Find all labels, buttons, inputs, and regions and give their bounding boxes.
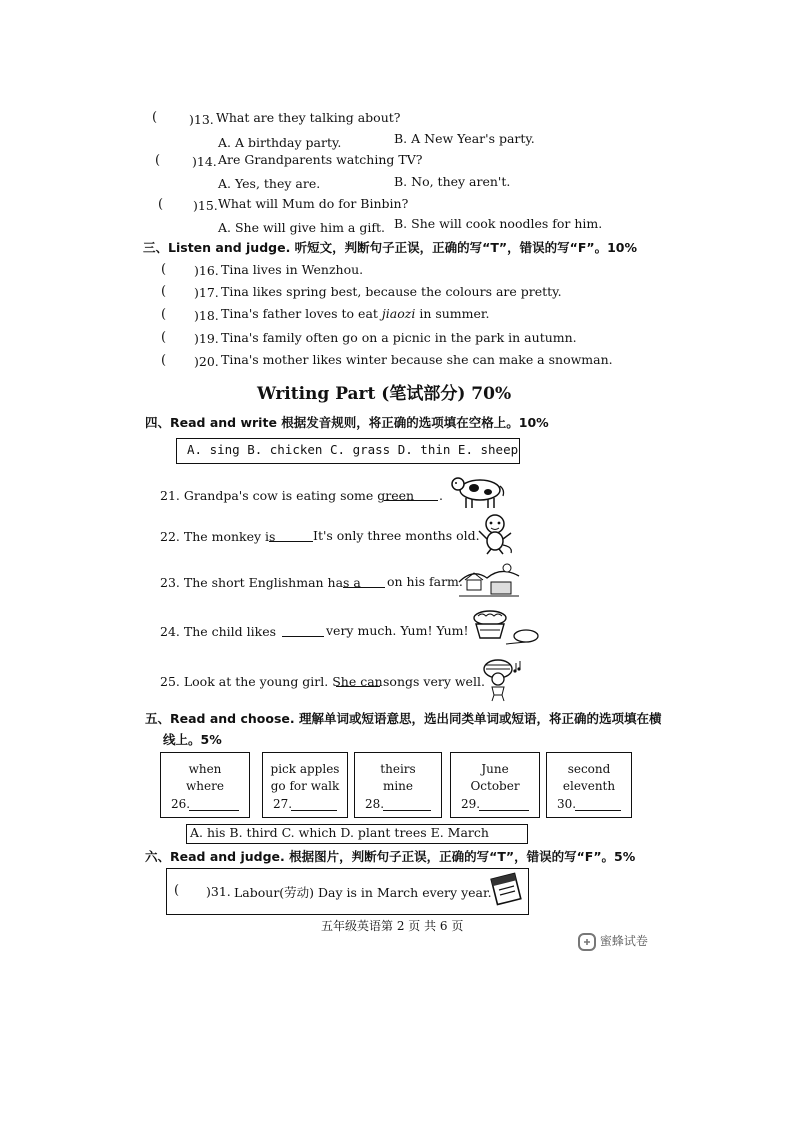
answer-blank[interactable] [575,810,621,811]
item-number: )18. [194,308,219,323]
section5-title-line1: 五、Read and choose. 理解单词或短语意思，选出同类单词或短语，将正确的选项填在横 [145,711,662,726]
option-a: A. A birthday party. [218,135,342,150]
page-footer: 五年级英语第 2 页 共 6 页 [321,919,464,933]
question-number: )14. [192,154,217,169]
answer-blank[interactable] [343,587,385,588]
item-number: )17. [194,285,219,300]
group-word: where [186,779,224,793]
item-text: Tina's mother likes winter because she can make a snowman. [221,352,613,367]
group-word: theirs [380,762,416,776]
question-text: Are Grandparents watching TV? [218,152,423,167]
word-group-28 [354,752,442,818]
group-word: June [481,762,509,776]
group-word: October [470,779,520,793]
word-group-27 [262,752,348,818]
answer-paren[interactable]: ( [155,153,161,168]
word-group-30 [546,752,632,818]
answer-paren[interactable]: ( [161,262,167,277]
item-number: )16. [194,263,219,278]
group-word: eleventh [562,779,616,793]
sentence-start: 24. The child likes [160,624,277,639]
sentence-end: on his farm. [387,574,463,589]
section4-title: 四、Read and write 根据发音规则，将正确的选项填在空格上。10% [145,415,549,430]
item-text: Tina's family often go on a picnic in the park in autumn. [221,330,577,345]
answer-blank[interactable] [479,810,529,811]
question-text: What will Mum do for Binbin? [218,196,409,211]
answer-paren[interactable]: ( [161,353,167,368]
sentence-start: 25. Look at the young girl. She can [160,674,383,689]
sentence-start: 22. The monkey is [160,529,276,544]
group-number: 28. [365,797,385,811]
answer-paren[interactable]: ( [152,110,158,125]
sentence-end: very much. Yum! Yum! [326,623,469,638]
sentence-start: 21. Grandpa's cow is eating some green [160,488,415,503]
option-b: B. A New Year's party. [394,131,535,146]
watermark [578,932,648,951]
group-number: 27. [273,797,293,811]
answer-blank[interactable] [291,810,337,811]
answer-paren[interactable]: ( [161,330,167,345]
item-number: )31. [206,884,231,899]
section5-options-text: A. his B. third C. which D. plant trees E. March [190,825,489,840]
farm-icon [457,560,521,600]
monkey-icon [473,513,517,555]
sentence-end: songs very well. [383,674,485,689]
option-b: B. No, they aren't. [394,174,511,189]
option-a: A. Yes, they are. [218,176,321,191]
cow-icon [450,472,506,510]
item-text: Tina lives in Wenzhou. [221,262,364,277]
answer-paren[interactable]: ( [161,284,167,299]
answer-blank[interactable] [383,810,431,811]
word-group-29 [450,752,540,818]
answer-paren[interactable]: ( [158,197,164,212]
word-group-26 [160,752,250,818]
question-number: )13. [189,112,214,127]
options-text: A. sing B. chicken C. grass D. thin E. sheep [187,442,519,457]
watermark-logo-icon [578,933,596,951]
answer-paren[interactable]: ( [161,307,167,322]
item-text: Tina's father loves to eat jiaozi in summer. [221,306,490,321]
section3-title: 三、Listen and judge. 听短文，判断句子正误，正确的写“T”，错误的写“F”。10% [143,240,638,255]
answer-blank[interactable] [336,686,380,687]
sentence-end: It's only three months old. [313,528,480,543]
answer-blank[interactable] [269,541,313,542]
option-a: A. She will give him a gift. [218,220,385,235]
writing-part-heading: Writing Part (笔试部分) 70% [257,384,512,404]
option-b: B. She will cook noodles for him. [394,216,603,231]
watermark-text: 蜜蜂试卷 [599,934,648,948]
question-number: )15. [193,198,218,213]
group-word: second [567,762,611,776]
section6-title: 六、Read and judge. 根据图片，判断句子正误，正确的写“T”，错误的写“F”。5% [145,849,636,864]
item-number: )19. [194,331,219,346]
item-text: Tina likes spring best, because the colours are pretty. [221,284,562,299]
answer-blank[interactable] [189,810,239,811]
girl-singing-icon [474,657,528,703]
answer-blank[interactable] [384,500,438,501]
item-text: Labour(劳动) Day is in March every year. [234,885,492,900]
calendar-icon [490,870,524,908]
group-number: 26. [171,797,191,811]
group-word: mine [382,779,414,793]
food-icon [466,608,540,650]
question-text: What are they talking about? [216,110,401,125]
sentence-start: 23. The short Englishman has a [160,575,361,590]
group-word: when [188,762,222,776]
sentence-end: . [439,488,443,503]
group-number: 30. [557,797,577,811]
section5-title-line2: 线上。5% [163,732,222,747]
item-number: )20. [194,354,219,369]
group-word: go for walk [270,779,340,793]
answer-blank[interactable] [282,636,324,637]
group-number: 29. [461,797,481,811]
group-word: pick apples [270,762,340,776]
answer-paren[interactable]: ( [174,883,180,898]
